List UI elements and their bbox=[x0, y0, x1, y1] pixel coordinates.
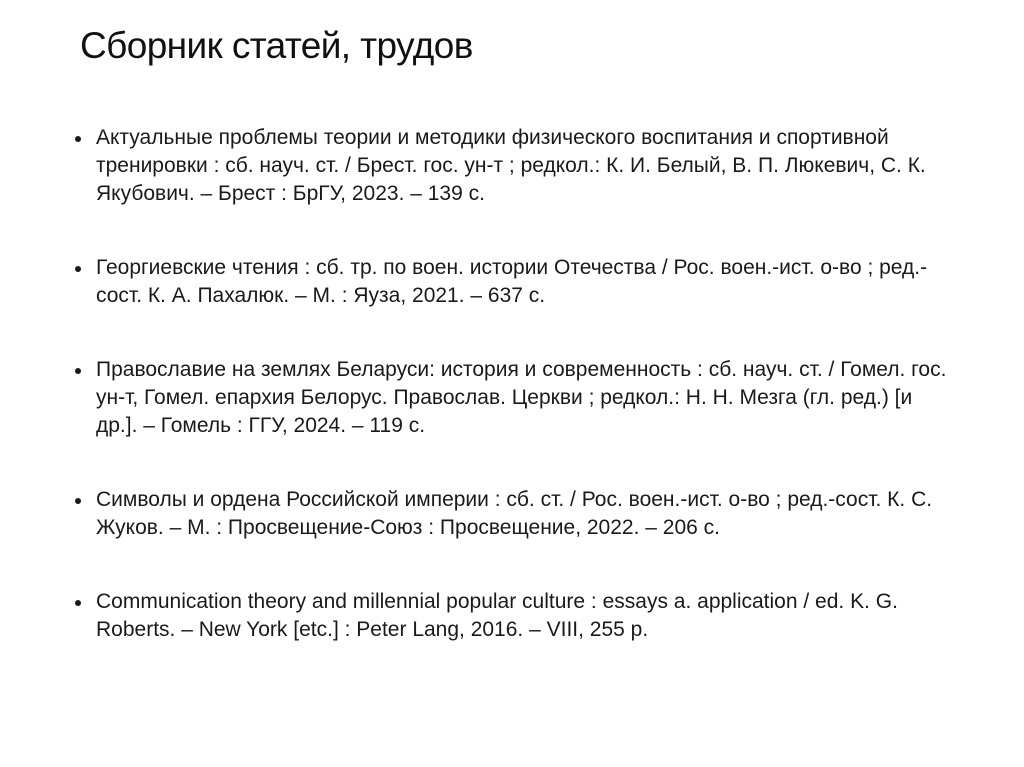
list-item-text: Георгиевские чтения : сб. тр. по воен. истории Отечества / Рос. воен.-ист. о-во ; ред.-сост. К. А. Пахалюк. – М. : Яуза, 2021. – 637 с. bbox=[96, 256, 928, 307]
bullet-icon bbox=[75, 368, 81, 374]
list-item-text: Communication theory and millennial popular culture : essays a. application / ed. K. G. Roberts. – New York [etc.] : Peter Lang, 2016. – VIII, 255 p. bbox=[96, 590, 898, 641]
list-item bbox=[72, 486, 952, 542]
list-item-text: Символы и ордена Российской империи : сб. ст. / Рос. воен.-ист. о-во ; ред.-сост. К. С. Жуков. – М. : Просвещение-Союз : Просвещение, 2022. – 206 с. bbox=[96, 488, 933, 539]
list-item bbox=[72, 124, 952, 208]
bullet-icon bbox=[75, 498, 81, 504]
list-item-text: Православие на землях Беларуси: история и современность : сб. науч. ст. / Гомел. гос. ун-т, Гомел. епархия Белорус. Православ. Церкви ; редкол.: Н. Н. Мезга (гл. ред.) [и др.]. – Гомель : ГГУ, 2024. – 119 с. bbox=[96, 358, 947, 437]
slide-title: Сборник статей, трудов bbox=[80, 25, 473, 66]
list-item bbox=[72, 588, 952, 644]
list-item-text: Актуальные проблемы теории и методики физического воспитания и спортивной тренировки : сб. науч. ст. / Брест. гос. ун-т ; редкол.: К. И. Белый, В. П. Люкевич, С. К. Якубович. – Брест : БрГУ, 2023. – 139 с. bbox=[96, 126, 926, 205]
bullet-icon bbox=[75, 136, 81, 142]
bibliography-list bbox=[72, 124, 952, 644]
list-item bbox=[72, 254, 952, 310]
bullet-icon bbox=[75, 600, 81, 606]
list-item bbox=[72, 356, 952, 440]
bullet-icon bbox=[75, 266, 81, 272]
